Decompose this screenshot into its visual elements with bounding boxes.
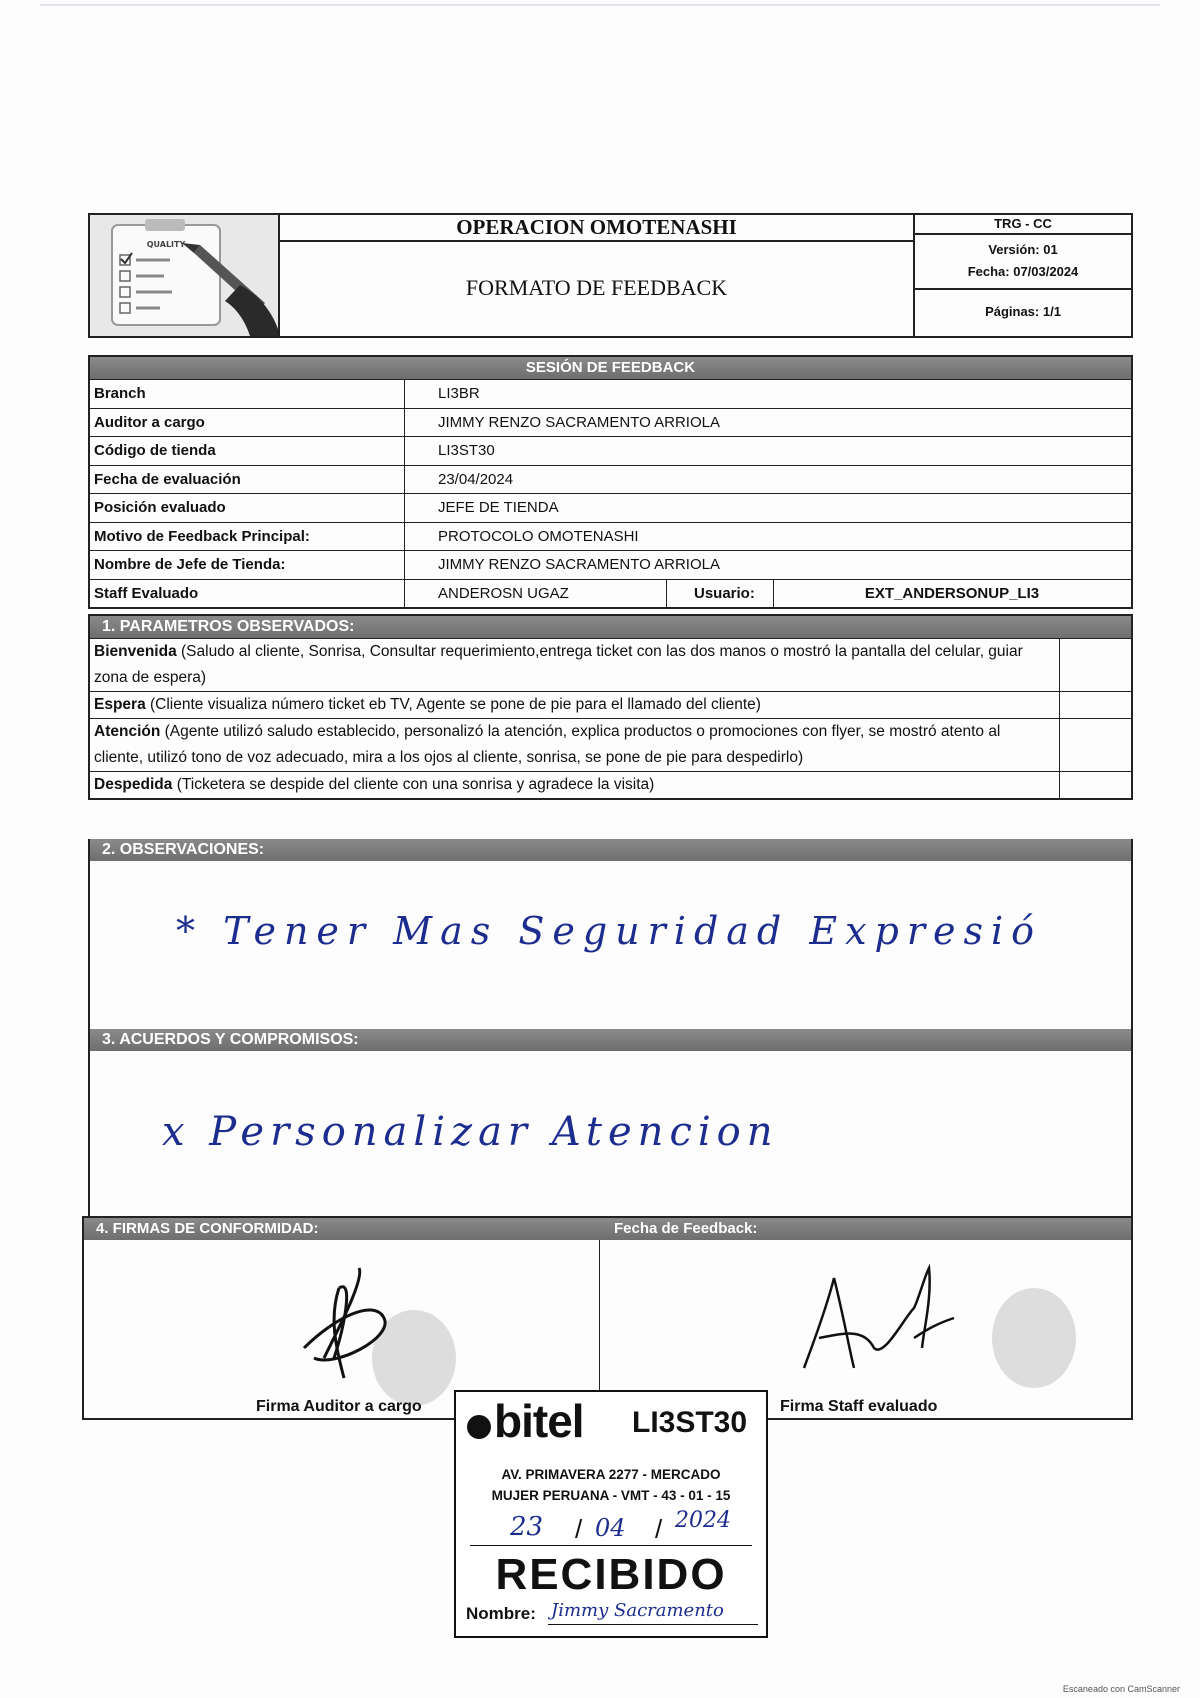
row-value: JEFE DE TIENDA	[438, 499, 559, 516]
row-value: PROTOCOLO OMOTENASHI	[438, 527, 639, 545]
scanner-watermark: Escaneado con CamScanner	[1062, 1684, 1180, 1694]
parameter-name: Atención	[94, 723, 161, 740]
parameter-row	[90, 638, 1131, 691]
parameter-description: (Cliente visualiza número ticket eb TV, Agente se pone de pie para el llamado del cliente)	[145, 696, 761, 713]
document-version: Versión: 01	[988, 242, 1058, 257]
parameter-check-cell	[1059, 639, 1131, 691]
table-row	[90, 465, 1131, 494]
row-value: LI3ST30	[438, 442, 495, 459]
handwritten-agreement: x Personalizar Atencion	[162, 1109, 779, 1155]
section-title: 2. OBSERVACIONES:	[90, 839, 1131, 861]
user-label: Usuario:	[694, 584, 755, 602]
document-meta	[915, 215, 1131, 336]
row-label: Motivo de Feedback Principal:	[94, 527, 310, 545]
agreements-section	[88, 1029, 1133, 1216]
table-row	[90, 493, 1131, 522]
section-title: 3. ACUERDOS Y COMPROMISOS:	[90, 1029, 1131, 1051]
row-label: Código de tienda	[94, 442, 216, 459]
row-label: Staff Evaluado	[94, 584, 199, 602]
section-title: 1. PARAMETROS OBSERVADOS:	[90, 616, 1131, 638]
row-label: Posición evaluado	[94, 499, 226, 516]
staff-name: ANDEROSN UGAZ	[438, 584, 569, 602]
table-row-staff	[90, 579, 1131, 608]
stamp-status: RECIBIDO	[495, 1550, 727, 1599]
auditor-signature-label: Firma Auditor a cargo	[256, 1398, 422, 1415]
stamp-date-day: 23	[510, 1512, 544, 1542]
user-value: EXT_ANDERSONUP_LI3	[864, 584, 1040, 602]
observed-parameters	[88, 614, 1133, 800]
parameter-description: (Agente utilizó saludo establecido, personalizó la atención, explica productos o promociones con flyer, se mostró atento al cliente, utilizó tono de voz adecuado, mira a los ojos al cliente, sonrisa, se pone de pie para despedirlo)	[94, 723, 1001, 766]
stamp-name-value: Jimmy Sacramento	[551, 1600, 724, 1621]
stamp-address-line2: MUJER PERUANA - VMT - 43 - 01 - 15	[491, 1488, 731, 1503]
stamp-date-month: 04	[595, 1514, 626, 1542]
parameter-name: Despedida	[94, 776, 173, 793]
scan-edge	[40, 4, 1160, 6]
parameter-row	[90, 691, 1131, 718]
parameter-check-cell	[1059, 719, 1131, 771]
table-row	[90, 379, 1131, 408]
stamp-date: 23 / 04 / 2024	[470, 1512, 752, 1546]
quality-checklist-logo	[90, 215, 280, 336]
stamp-address-line1: AV. PRIMAVERA 2277 - MERCADO	[501, 1467, 721, 1482]
parameter-description: (Saludo al cliente, Sonrisa, Consultar requerimiento,entrega ticket con las dos manos o mostró la pantalla del celular, guiar zona de espera)	[94, 643, 1023, 686]
stamp-date-year: 2024	[675, 1508, 731, 1533]
parameter-check-cell	[1059, 692, 1131, 718]
received-stamp	[454, 1390, 768, 1638]
table-row	[90, 550, 1131, 579]
row-label: Nombre de Jefe de Tienda:	[94, 556, 286, 573]
row-value: LI3BR	[438, 385, 480, 402]
row-label: Branch	[94, 385, 146, 402]
parameter-description: (Ticketera se despide del cliente con una sonrisa y agradece la visita)	[172, 776, 655, 793]
table-row	[90, 436, 1131, 465]
svg-text:QUALITY: QUALITY	[146, 240, 186, 249]
document-title: OPERACION OMOTENASHI	[280, 215, 913, 242]
document-header	[88, 213, 1133, 338]
row-value: JIMMY RENZO SACRAMENTO ARRIOLA	[438, 413, 720, 431]
staff-signature-label: Firma Staff evaluado	[780, 1398, 938, 1415]
parameter-row	[90, 771, 1131, 798]
document-code: TRG - CC	[915, 215, 1131, 235]
observations-section	[88, 839, 1133, 1029]
stamp-name-label: Nombre:	[466, 1604, 536, 1623]
row-value: JIMMY RENZO SACRAMENTO ARRIOLA	[438, 556, 720, 573]
bitel-logo-icon	[466, 1412, 492, 1442]
row-value: 23/04/2024	[438, 470, 514, 488]
stamp-brand: bitel	[494, 1395, 584, 1447]
section-title: SESIÓN DE FEEDBACK	[90, 357, 1131, 379]
parameter-name: Espera	[94, 696, 146, 713]
table-row	[90, 408, 1131, 437]
parameter-name: Bienvenida	[94, 643, 177, 660]
handwritten-observation: * Tener Mas Seguridad Expresió	[176, 909, 1043, 953]
row-label: Auditor a cargo	[94, 413, 205, 431]
document-date: Fecha: 07/03/2024	[967, 264, 1079, 279]
row-label: Fecha de evaluación	[94, 470, 241, 488]
feedback-session-table	[88, 355, 1133, 609]
parameter-check-cell	[1059, 772, 1131, 798]
feedback-date-title: Fecha de Feedback:	[614, 1220, 758, 1237]
document-subtitle: FORMATO DE FEEDBACK	[465, 275, 728, 300]
stamp-store-code: LI3ST30	[632, 1406, 748, 1439]
section-title: 4. FIRMAS DE CONFORMIDAD:	[96, 1220, 319, 1237]
staff-signature	[764, 1258, 1094, 1408]
table-row	[90, 522, 1131, 551]
auditor-signature	[244, 1258, 474, 1408]
document-pages: Páginas: 1/1	[985, 304, 1061, 319]
parameter-row	[90, 718, 1131, 771]
